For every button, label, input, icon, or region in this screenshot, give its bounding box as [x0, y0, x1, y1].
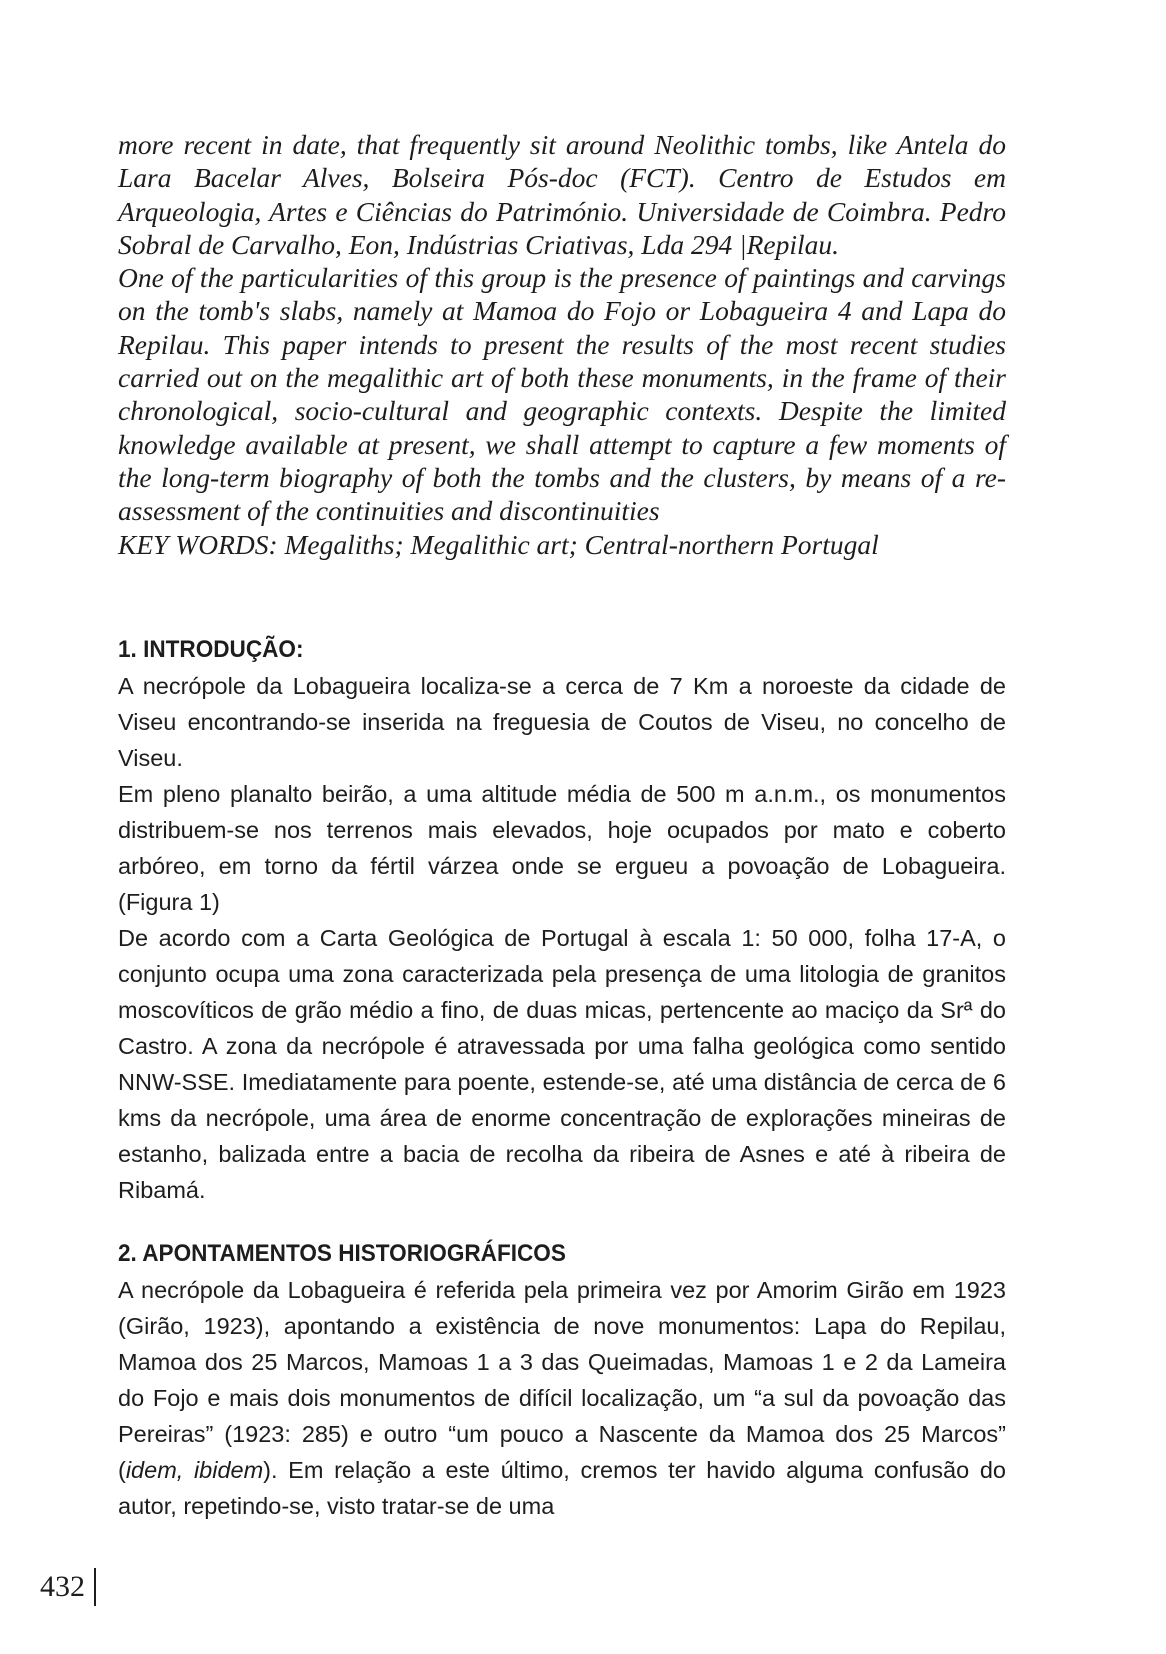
body-paragraph: [118, 1272, 1006, 1524]
section-heading-introducao: 1. INTRODUÇÃO:: [118, 636, 304, 663]
abstract: [118, 128, 1006, 561]
abstract-paragraph: more recent in date, that frequently sit around Neolithic tombs, like Antela do Lara Bacelar Alves, Bolseira Pós-doc (FCT). Centro de Estudos em Arqueologia, Artes e Ciências do Património. Universidade de Coimbra. Pedro Sobral de Carvalho, Eon, Indústrias Criativas, Lda 294 |Repilau.: [118, 129, 1006, 260]
page-footer: [40, 1568, 96, 1606]
abstract-paragraph: One of the particularities of this group is the presence of paintings and carvings on the tomb's slabs, namely at Mamoa do Fojo or Lobagueira 4 and Lapa do Repilau. This paper intends to present the results of the most recent studies carried out on the megalithic art of both these monuments, in the frame of their chronological, socio-cultural and geographic contexts. Despite the limited knowledge available at present, we shall attempt to capture a few moments of the long-term biography of both the tombs and the clusters, by means of a re-assessment of the continuities and discontinuities: [118, 262, 1006, 527]
citation-italic: idem, ibidem: [125, 1457, 264, 1483]
keywords: KEY WORDS: Megaliths; Megalithic art; Central-northern Portugal: [118, 528, 879, 560]
page-number: 432: [40, 1570, 85, 1603]
body-text-run: ). Em relação a este último, cremos ter havido alguma confusão do autor, repetindo-se, visto tratar-se de uma: [118, 1457, 1006, 1519]
body-paragraph: Em pleno planalto beirão, a uma altitude média de 500 m a.n.m., os monumentos distribuem-se nos terrenos mais elevados, hoje ocupados por mato e coberto arbóreo, em torno da fértil várzea onde se ergueu a povoação de Lobagueira. (Figura 1): [118, 781, 1006, 915]
body-text: [118, 632, 1006, 1524]
body-paragraph: De acordo com a Carta Geológica de Portugal à escala 1: 50 000, folha 17-A, o conjunto ocupa uma zona caracterizada pela presença de uma litologia de granitos moscovíticos de grão médio a fino, de duas micas, pertencente ao maciço da Srª do Castro. A zona da necrópole é atravessada por uma falha geológica como sentido NNW-SSE. Imediatamente para poente, estende-se, até uma distância de cerca de 6 kms da necrópole, uma área de enorme concentração de explorações mineiras de estanho, balizada entre a bacia de recolha da ribeira de Asnes e até à ribeira de Ribamá.: [118, 925, 1006, 1203]
body-text-run: A necrópole da Lobagueira é referida pela primeira vez por Amorim Girão em 1923 (Girão, 1923), apontando a existência de nove monumentos: Lapa do Repilau, Mamoa dos 25 Marcos, Mamoas 1 a 3 das Queimadas, Mamoas 1 e 2 da Lameira do Fojo e mais dois monumentos de difícil localização, um “a sul da povoação das Pereiras” (1923: 285) e outro “um pouco a Nascente da Mamoa dos 25 Marcos” (: [118, 1277, 1006, 1483]
section-heading-historiografia: 2. APONTAMENTOS HISTORIOGRÁFICOS: [118, 1240, 566, 1267]
body-paragraph: A necrópole da Lobagueira localiza-se a cerca de 7 Km a noroeste da cidade de Viseu encontrando-se inserida na freguesia de Coutos de Viseu, no concelho de Viseu.: [118, 673, 1006, 771]
page-number-divider: [94, 1568, 96, 1606]
section-spacer: [118, 1208, 1006, 1236]
